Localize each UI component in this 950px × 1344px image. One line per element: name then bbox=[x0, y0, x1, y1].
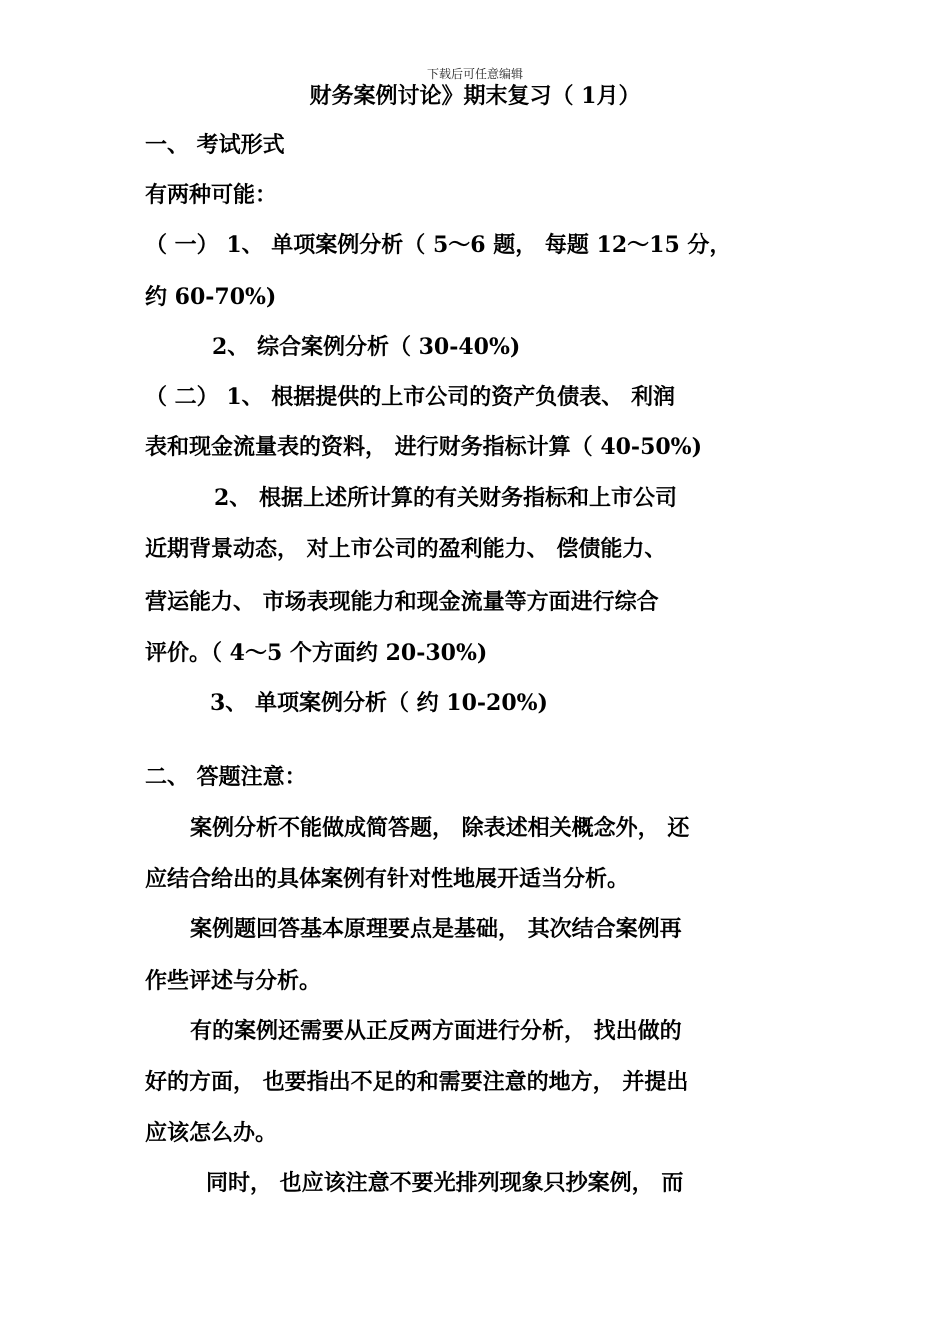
paragraph-line: 案例题回答基本原理要点是基础， 其次结合案例再 bbox=[190, 916, 682, 942]
paragraph-line: 案例分析不能做成简答题， 除表述相关概念外， 还 bbox=[190, 815, 690, 841]
document-title: 财务案例讨论》期末复习（ 1月） bbox=[309, 83, 641, 109]
paragraph-line: 近期背景动态， 对上市公司的盈利能力、 偿债能力、 bbox=[145, 536, 667, 562]
paragraph-line: 应结合给出的具体案例有针对性地展开适当分析。 bbox=[145, 866, 630, 892]
paragraph-line: 约 60-70%) bbox=[145, 284, 277, 310]
section-heading: 二、 答题注意： bbox=[145, 764, 307, 790]
paragraph-line: 作些评述与分析。 bbox=[145, 968, 322, 994]
paragraph-line: 同时， 也应该注意不要光排列现象只抄案例， 而 bbox=[206, 1170, 684, 1196]
paragraph-line: 2、 根据上述所计算的有关财务指标和上市公司 bbox=[214, 485, 677, 511]
paragraph-line: 3、 单项案例分析（ 约 10-20%) bbox=[210, 690, 548, 716]
paragraph-line: 评价。（ 4～5 个方面约 20-30%) bbox=[145, 640, 488, 666]
paragraph-line: 有的案例还需要从正反两方面进行分析， 找出做的 bbox=[190, 1018, 682, 1044]
section-heading: 一、 考试形式 bbox=[145, 132, 285, 158]
paragraph-line: （ 一） 1、 单项案例分析（ 5～6 题， 每题 12～15 分， bbox=[145, 232, 732, 258]
paragraph-line: 营运能力、 市场表现能力和现金流量等方面进行综合 bbox=[145, 589, 659, 615]
paragraph-line: 好的方面， 也要指出不足的和需要注意的地方， 并提出 bbox=[145, 1069, 689, 1095]
header-note: 下载后可任意编辑 bbox=[426, 67, 523, 81]
paragraph-line: 有两种可能： bbox=[145, 182, 278, 208]
paragraph-line: 表和现金流量表的资料， 进行财务指标计算（ 40-50%) bbox=[145, 434, 702, 460]
paragraph-line: 2、 综合案例分析（ 30-40%) bbox=[212, 334, 521, 360]
paragraph-line: 应该怎么办。 bbox=[145, 1120, 278, 1146]
paragraph-line: （ 二） 1、 根据提供的上市公司的资产负债表、 利润 bbox=[145, 384, 675, 410]
